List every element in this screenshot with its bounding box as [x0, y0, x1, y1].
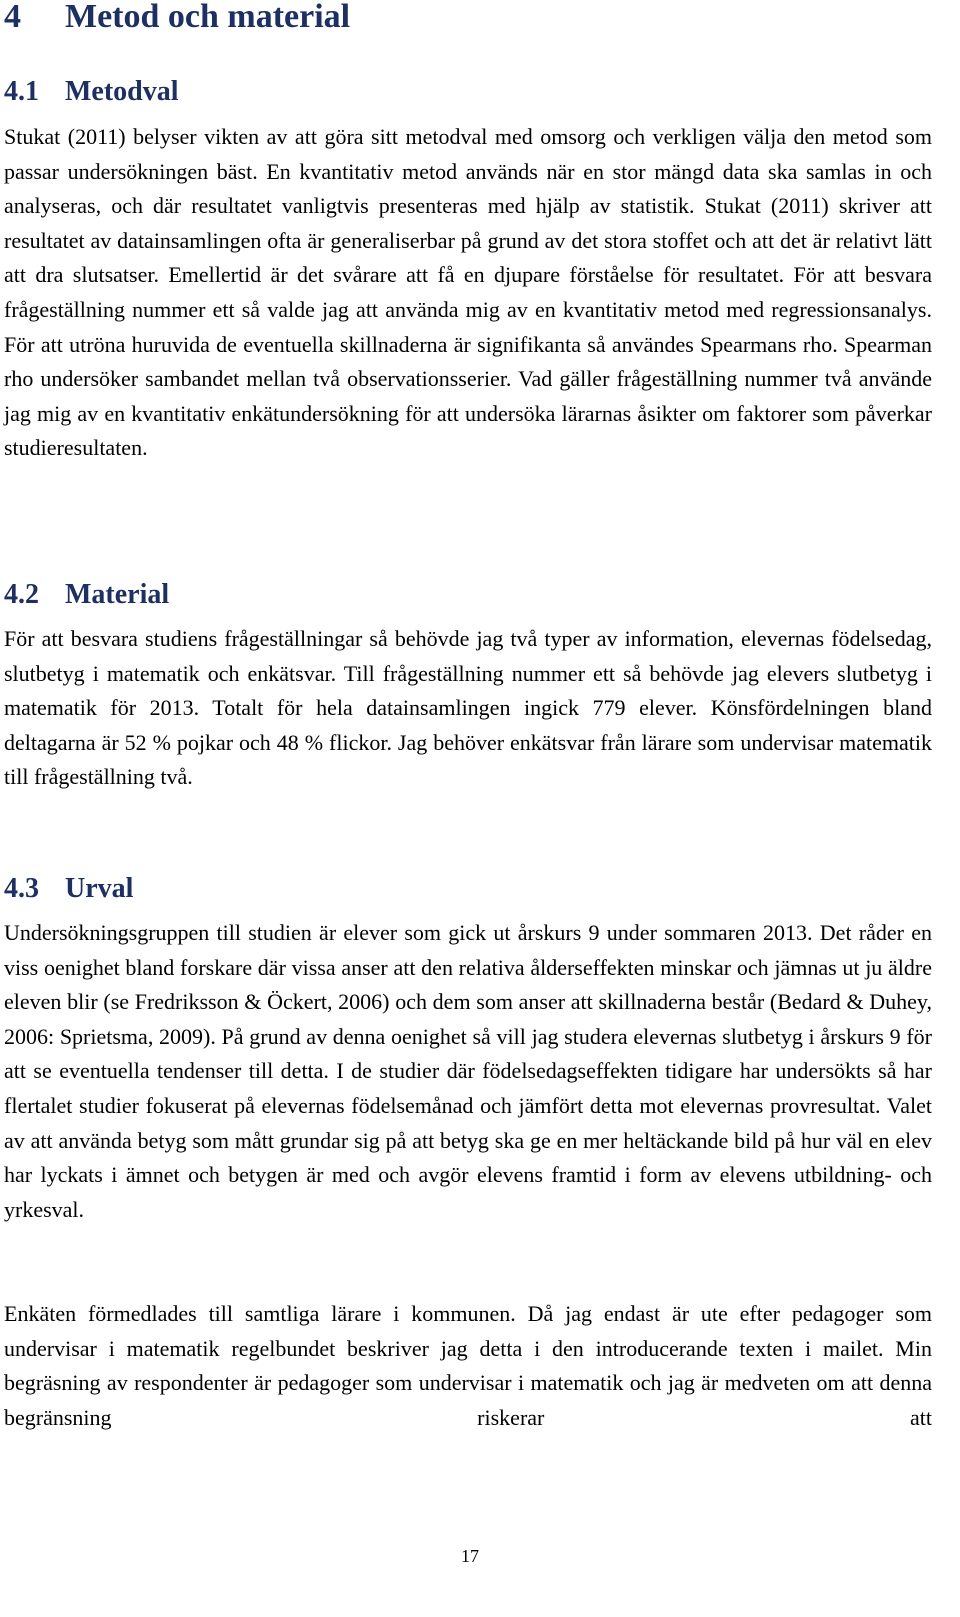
- section-title: Metodval: [65, 76, 179, 107]
- paragraph-material: För att besvara studiens frågeställningar så behövde jag två typer av information, elevernas födelsedag, slutbetyg i matematik och enkätsvar. Till frågeställning nummer ett så behövde jag elevers slutbetyg i matematik för 2013. Totalt för hela datainsamlingen ingick 779 elever. Könsfördelningen bland deltagarna är 52 % pojkar och 48 % flickor. Jag behöver enkätsvar från lärare som undervisar matematik till frågeställning två.: [4, 626, 932, 790]
- section-number: 4.3: [4, 873, 39, 904]
- chapter-title: Metod och material: [65, 0, 351, 35]
- section-title: Urval: [65, 873, 134, 904]
- document-page: [4, 0, 932, 1430]
- chapter-heading: [4, 0, 932, 34]
- section-title: Material: [65, 579, 170, 610]
- paragraph-urval-2: Enkäten förmedlades till samtliga lärare i kommunen. Då jag endast är ute efter pedagoger som undervisar i matematik regelbundet beskriver jag detta i den introducerande texten i mailet. Min begräsning av respondenter är pedagoger som undervisar i matematik och jag är medveten om att denna begränsning riskerar att: [4, 1301, 932, 1430]
- chapter-number: 4: [4, 0, 21, 35]
- section-heading-metodval: [4, 75, 179, 109]
- paragraph-metodval: Stukat (2011) belyser vikten av att göra sitt metodval med omsorg och verkligen välja den metod som passar undersökningen bäst. En kvantitativ metod används när en stor mängd data ska samlas in och analyseras, och där resultatet vanligtvis presenteras med hjälp av statistik. Stukat (2011) skriver att resultatet av datainsamlingen ofta är generaliserbar på grund av det stora stoffet och att det är relativt lätt att dra slutsatser. Emellertid är det svårare att få en djupare förståelse för resultatet. För att besvara frågeställning nummer ett så valde jag att använda mig av en kvantitativ metod med regressionsanalys. För att utröna huruvida de eventuella skillnaderna är signifikanta så användes Spearmans rho. Spearman rho undersöker sambandet mellan två observationsserier. Vad gäller frågeställning nummer två använde jag mig av en kvantitativ enkätundersökning för att undersöka lärarnas åsikter om faktorer som påverkar studieresultaten.: [4, 124, 932, 461]
- section-heading-urval: [4, 872, 133, 906]
- section-number: 4.2: [4, 579, 39, 610]
- page-number: 17: [461, 1546, 479, 1566]
- section-heading-material: [4, 578, 169, 612]
- section-number: 4.1: [4, 76, 39, 107]
- paragraph-urval-1: Undersökningsgruppen till studien är elever som gick ut årskurs 9 under sommaren 2013. Det råder en viss oenighet bland forskare där vissa anser att den relativa ålderseffekten minskar och jämnas ut ju äldre eleven blir (se Fredriksson & Öckert, 2006) och dem som anser att skillnaderna består (Bedard & Duhey, 2006: Sprietsma, 2009). På grund av denna oenighet så vill jag studera elevernas slutbetyg i årskurs 9 för att se eventuella tendenser till detta. I de studier där födelsedagseffekten tidigare har undersökts så har flertalet studier fokuserat på elevernas födelsemånad och jämfört detta mot elevernas provresultat. Valet av att använda betyg som mått grundar sig på att betyg ska ge en mer heltäckande bild på hur väl en elev har lyckats i ämnet och betygen är med och avgör elevens framtid i form av elevens utbildning- och yrkesval.: [4, 920, 932, 1222]
